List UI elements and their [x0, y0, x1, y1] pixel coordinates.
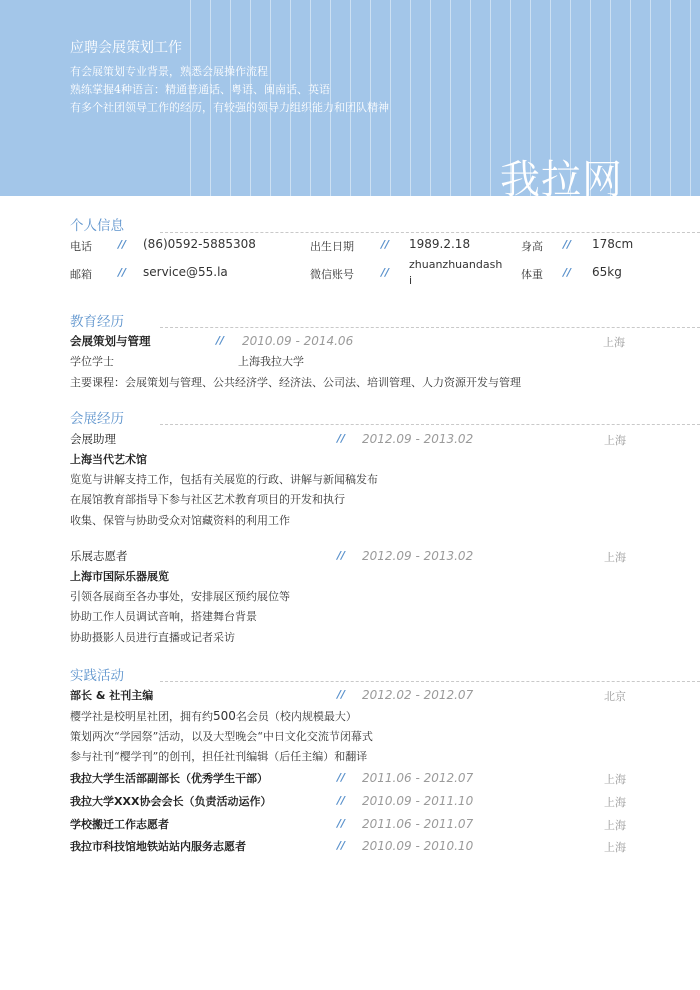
email-label: 邮箱 [70, 268, 92, 281]
separator: // [563, 238, 572, 251]
education-location: 上海 [603, 336, 625, 349]
job-duty: 协助摄影人员进行直播或记者采访 [70, 631, 235, 644]
education-school: 上海我拉大学 [238, 355, 304, 368]
activity-title: 我拉大学生活部副部长（优秀学生干部） [70, 772, 268, 785]
job-duty: 协助工作人员调试音响，搭建舞台背景 [70, 610, 257, 623]
job-duty: 在展馆教育部指导下参与社区艺术教育项目的开发和执行 [70, 493, 345, 506]
job-organization: 上海当代艺术馆 [70, 453, 147, 466]
weight-value: 65kg [592, 265, 622, 279]
height-label: 身高 [521, 240, 543, 253]
summary-line-2: 熟练掌握4种语言：精通普通话、粤语、闽南话、英语 [70, 83, 330, 96]
job-title: 乐展志愿者 [70, 549, 128, 563]
activity-date: 2011.06 - 2011.07 [362, 817, 474, 831]
activity-location: 北京 [604, 690, 626, 703]
activity-detail: 樱学社是校明星社团，拥有约500名会员（校内规模最大） [70, 709, 357, 723]
summary-line-3: 有多个社团领导工作的经历，有较强的领导力组织能力和团队精神 [70, 101, 389, 114]
height-value: 178cm [592, 237, 634, 251]
phone-label: 电话 [70, 240, 92, 253]
section-divider [160, 327, 700, 328]
separator: // [118, 266, 127, 279]
header-banner [0, 0, 700, 196]
job-duty: 引领各展商至各办事处，安排展区预约展位等 [70, 590, 290, 603]
separator: // [337, 771, 346, 784]
section-heading-personal: 个人信息 [70, 218, 124, 234]
activity-detail: 参与社刊“樱学刊”的创刊，担任社刊编辑（后任主编）和翻译 [70, 750, 368, 763]
separator: // [216, 334, 225, 347]
job-date: 2012.09 - 2013.02 [362, 549, 474, 563]
wechat-label: 微信账号 [310, 268, 354, 281]
phone-value: (86)0592-5885308 [143, 237, 256, 251]
email-value: service@55.la [143, 265, 228, 279]
job-duty: 收集、保管与协助受众对馆藏资料的利用工作 [70, 514, 290, 527]
activity-date: 2010.09 - 2011.10 [362, 794, 474, 808]
activity-location: 上海 [604, 773, 626, 786]
job-date: 2012.09 - 2013.02 [362, 432, 474, 446]
wechat-value-line1: zhuanzhuandash [409, 258, 503, 271]
separator: // [381, 238, 390, 251]
activity-title: 学校搬迁工作志愿者 [70, 818, 169, 831]
section-heading-education: 教育经历 [70, 314, 124, 330]
birth-value: 1989.2.18 [409, 237, 471, 251]
activity-date: 2012.02 - 2012.07 [362, 688, 474, 702]
education-courses: 主要课程：会展策划与管理、公共经济学、经济法、公司法、培训管理、人力资源开发与管理 [70, 376, 521, 389]
activity-location: 上海 [604, 796, 626, 809]
brand-logo-text: 我拉网 [500, 157, 623, 196]
job-objective-title: 应聘会展策划工作 [70, 40, 182, 56]
section-heading-exhibition: 会展经历 [70, 411, 124, 427]
separator: // [337, 688, 346, 701]
activity-title: 我拉市科技馆地铁站站内服务志愿者 [70, 840, 246, 853]
separator: // [118, 238, 127, 251]
job-duty: 览览与讲解支持工作，包括有关展览的行政、讲解与新闻稿发布 [70, 473, 378, 486]
separator: // [337, 839, 346, 852]
education-major: 会展策划与管理 [70, 334, 151, 348]
separator: // [563, 266, 572, 279]
job-location: 上海 [604, 551, 626, 564]
separator: // [337, 817, 346, 830]
activity-location: 上海 [604, 841, 626, 854]
weight-label: 体重 [521, 268, 543, 281]
job-title: 会展助理 [70, 432, 116, 446]
job-organization: 上海市国际乐器展览 [70, 570, 169, 583]
activity-title: 部长 & 社刊主编 [70, 689, 154, 702]
activity-date: 2011.06 - 2012.07 [362, 771, 474, 785]
section-divider [160, 681, 700, 682]
separator: // [337, 549, 346, 562]
birth-label: 出生日期 [310, 240, 354, 253]
activity-location: 上海 [604, 819, 626, 832]
activity-title: 我拉大学XXX协会会长（负责活动运作） [70, 795, 272, 808]
wechat-value-line2: i [409, 274, 413, 287]
summary-line-1: 有会展策划专业背景，熟悉会展操作流程 [70, 65, 268, 78]
education-date: 2010.09 - 2014.06 [242, 334, 354, 348]
activity-detail: 策划两次“学园祭”活动，以及大型晚会“中日文化交流节闭幕式 [70, 730, 373, 743]
activity-date: 2010.09 - 2010.10 [362, 839, 474, 853]
education-degree: 学位学士 [70, 355, 114, 368]
separator: // [337, 794, 346, 807]
separator: // [381, 266, 390, 279]
section-divider [160, 424, 700, 425]
separator: // [337, 432, 346, 445]
section-divider [160, 232, 700, 233]
section-heading-practice: 实践活动 [70, 668, 124, 684]
job-location: 上海 [604, 434, 626, 447]
